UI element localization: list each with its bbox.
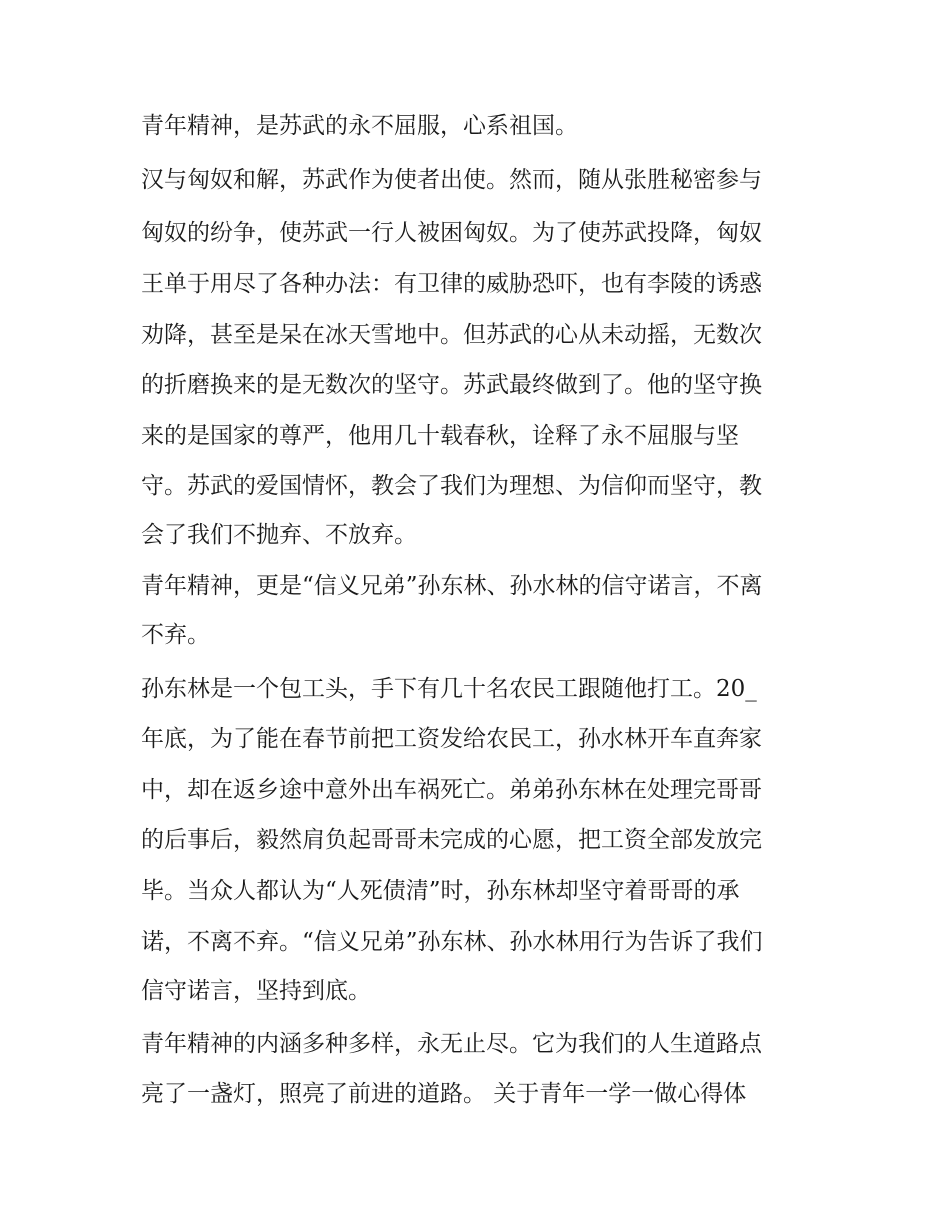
text-line: 匈奴的纷争，使苏武一行人被困匈奴。为了使苏武投降，匈奴 (141, 220, 762, 246)
text-line: 的后事后，毅然肩负起哥哥未完成的心愿，把工资全部发放完 (141, 827, 762, 853)
text-line: 年底，为了能在春节前把工资发给农民工，孙水林开车直奔家 (141, 726, 762, 752)
text-line: 孙东林是一个包工头，手下有几十名农民工跟随他打工。20_ (141, 676, 757, 702)
text-line: 王单于用尽了各种办法：有卫律的威胁恐吓，也有李陵的诱惑 (141, 271, 762, 297)
text-line: 的折磨换来的是无数次的坚守。苏武最终做到了。他的坚守换 (141, 372, 762, 398)
text-line: 青年精神的内涵多种多样，永无止尽。它为我们的人生道路点 (141, 1031, 762, 1057)
text-line: 来的是国家的尊严，他用几十载春秋，诠释了永不屈服与坚 (141, 423, 739, 449)
text-line: 会了我们不抛弃、不放弃。 (141, 522, 417, 548)
text-line: 劝降，甚至是呆在冰天雪地中。但苏武的心从未动摇，无数次 (141, 322, 762, 348)
text-line: 中，却在返乡途中意外出车祸死亡。弟弟孙东林在处理完哥哥 (141, 777, 762, 803)
text-line: 青年精神，是苏武的永不屈服，心系祖国。 (141, 113, 578, 139)
text-line: 不弃。 (141, 622, 210, 648)
text-line: 守。苏武的爱国情怀，教会了我们为理想、为信仰而坚守，教 (141, 473, 762, 499)
text-line: 亮了一盏灯，照亮了前进的道路。 关于青年一学一做心得体 (141, 1081, 747, 1107)
text-line: 青年精神，更是“信义兄弟”孙东林、孙水林的信守诺言，不离 (141, 573, 763, 599)
text-line: 诺，不离不弃。“信义兄弟”孙东林、孙水林用行为告诉了我们 (141, 929, 763, 955)
text-line: 汉与匈奴和解，苏武作为使者出使。然而，随从张胜秘密参与 (141, 167, 762, 193)
text-line: 信守诺言，坚持到底。 (141, 978, 371, 1004)
text-line: 毕。当众人都认为“人死债清”时，孙东林却坚守着哥哥的承 (141, 878, 740, 904)
